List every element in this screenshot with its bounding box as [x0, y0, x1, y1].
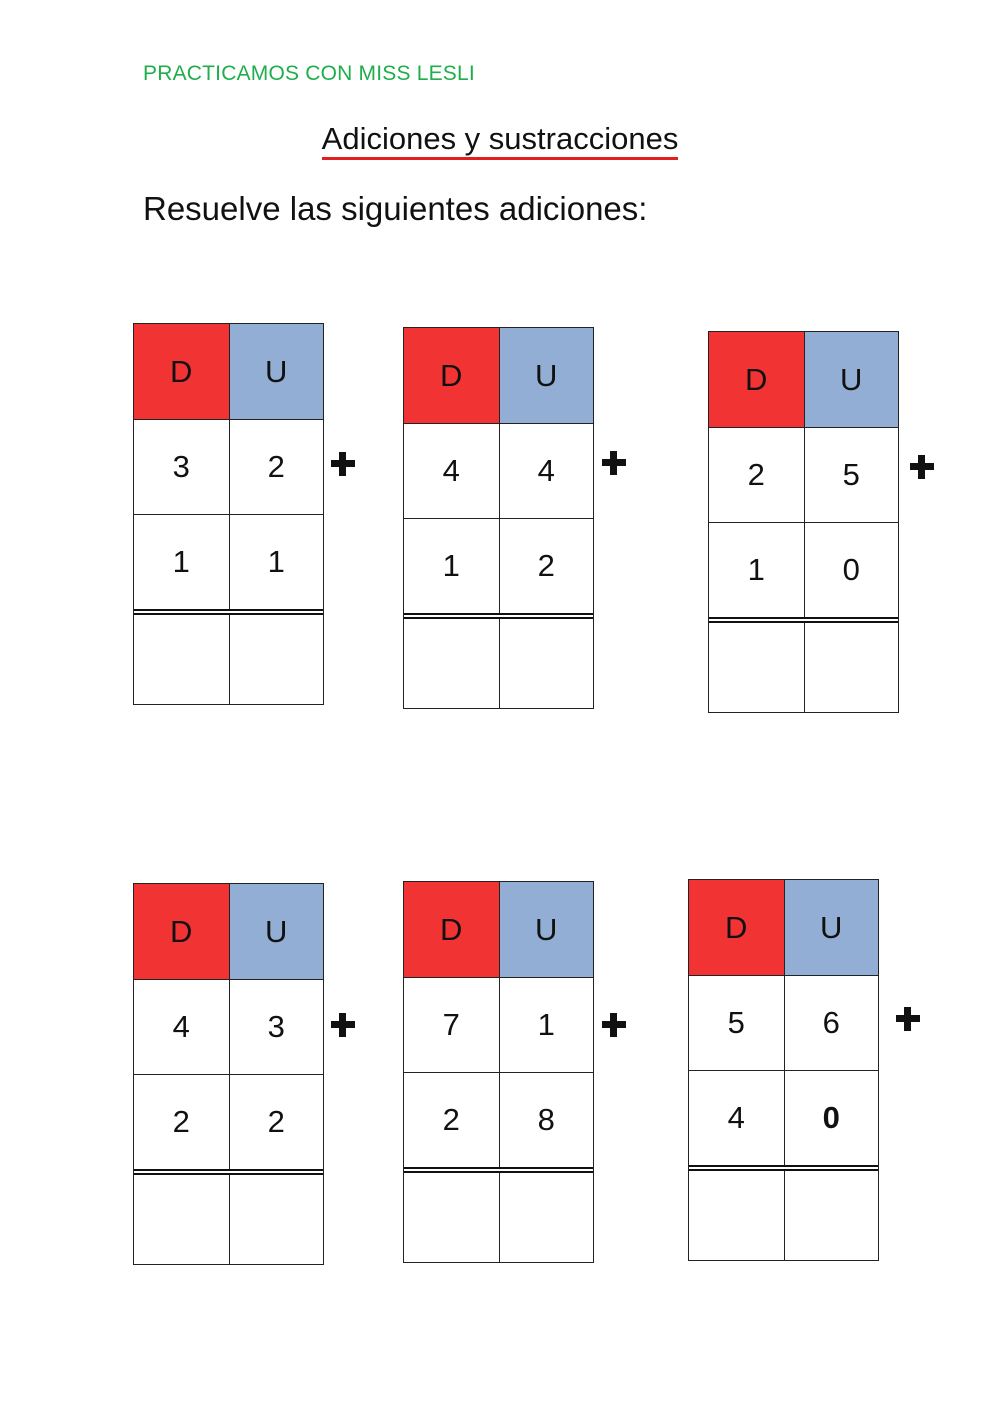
answer-tens-box[interactable] — [689, 1171, 784, 1260]
first-addend-row — [709, 427, 898, 522]
tens-digit: 5 — [727, 1005, 745, 1040]
answer-tens-box[interactable] — [404, 1173, 499, 1262]
first-addend-row — [134, 979, 323, 1074]
answer-units-box[interactable] — [229, 615, 324, 704]
first-addend-row — [404, 977, 593, 1072]
answer-tens-box[interactable] — [134, 1175, 229, 1264]
plus-sign-icon — [600, 449, 628, 477]
tens-header: D — [404, 328, 499, 423]
units-header: U — [499, 328, 594, 423]
units-digit: 2 — [499, 519, 594, 613]
tens-digit: 4 — [727, 1100, 745, 1135]
first-addend-row — [689, 975, 878, 1070]
answer-row — [709, 617, 898, 712]
answer-units-box[interactable] — [229, 1175, 324, 1264]
tens-header: D — [134, 324, 229, 419]
units-digit: 0 — [784, 1071, 879, 1165]
answer-tens-box[interactable] — [709, 623, 804, 712]
tens-digit: 2 — [442, 1102, 460, 1137]
header-row — [709, 332, 898, 427]
units-digit: 1 — [499, 978, 594, 1072]
page-title: Adiciones y sustracciones — [322, 122, 679, 160]
tens-header: D — [134, 884, 229, 979]
second-addend-row — [689, 1070, 878, 1165]
second-addend-row — [709, 522, 898, 617]
tens-digit: 2 — [172, 1104, 190, 1139]
tens-digit: 1 — [747, 552, 765, 587]
answer-units-box[interactable] — [499, 619, 594, 708]
plus-sign-icon — [894, 1005, 922, 1033]
place-value-grid — [708, 331, 899, 713]
units-header: U — [229, 324, 324, 419]
units-header: U — [784, 880, 879, 975]
units-digit: 8 — [499, 1073, 594, 1167]
addition-problem-6 — [688, 879, 879, 1261]
plus-sign-icon — [908, 453, 936, 481]
header-row — [404, 882, 593, 977]
first-addend-row — [134, 419, 323, 514]
addition-problem-4 — [133, 883, 324, 1265]
header-row — [134, 324, 323, 419]
answer-row — [134, 1169, 323, 1264]
tens-header: D — [709, 332, 804, 427]
second-addend-row — [404, 1072, 593, 1167]
tens-digit: 1 — [442, 548, 460, 583]
second-addend-row — [134, 1074, 323, 1169]
first-addend-row — [404, 423, 593, 518]
tens-digit: 4 — [172, 1009, 190, 1044]
header-row — [404, 328, 593, 423]
addition-problem-5 — [403, 881, 594, 1263]
units-digit: 2 — [229, 420, 324, 514]
answer-row — [689, 1165, 878, 1260]
second-addend-row — [134, 514, 323, 609]
plus-sign-icon — [329, 450, 357, 478]
answer-tens-box[interactable] — [134, 615, 229, 704]
place-value-grid — [403, 881, 594, 1263]
place-value-grid — [403, 327, 594, 709]
tens-digit: 2 — [747, 457, 765, 492]
plus-sign-icon — [329, 1011, 357, 1039]
units-digit: 2 — [229, 1075, 324, 1169]
header-row — [689, 880, 878, 975]
units-digit: 0 — [804, 523, 899, 617]
answer-row — [404, 1167, 593, 1262]
units-digit: 4 — [499, 424, 594, 518]
answer-row — [134, 609, 323, 704]
units-digit: 5 — [804, 428, 899, 522]
teacher-label: PRACTICAMOS CON MISS LESLI — [143, 62, 475, 85]
answer-tens-box[interactable] — [404, 619, 499, 708]
tens-digit: 1 — [172, 544, 190, 579]
tens-header: D — [404, 882, 499, 977]
addition-problem-1 — [133, 323, 324, 705]
place-value-grid — [688, 879, 879, 1261]
tens-digit: 3 — [172, 449, 190, 484]
units-header: U — [804, 332, 899, 427]
tens-header: D — [689, 880, 784, 975]
answer-units-box[interactable] — [499, 1173, 594, 1262]
units-header: U — [499, 882, 594, 977]
addition-problem-3 — [708, 331, 899, 713]
instruction-text: Resuelve las siguientes adiciones: — [143, 190, 648, 227]
answer-row — [404, 613, 593, 708]
units-digit: 6 — [784, 976, 879, 1070]
addition-problem-2 — [403, 327, 594, 709]
second-addend-row — [404, 518, 593, 613]
header-row — [134, 884, 323, 979]
tens-digit: 7 — [442, 1007, 460, 1042]
place-value-grid — [133, 323, 324, 705]
plus-sign-icon — [600, 1011, 628, 1039]
tens-digit: 4 — [442, 453, 460, 488]
answer-units-box[interactable] — [804, 623, 899, 712]
units-digit: 1 — [229, 515, 324, 609]
answer-units-box[interactable] — [784, 1171, 879, 1260]
units-digit: 3 — [229, 980, 324, 1074]
place-value-grid — [133, 883, 324, 1265]
units-header: U — [229, 884, 324, 979]
